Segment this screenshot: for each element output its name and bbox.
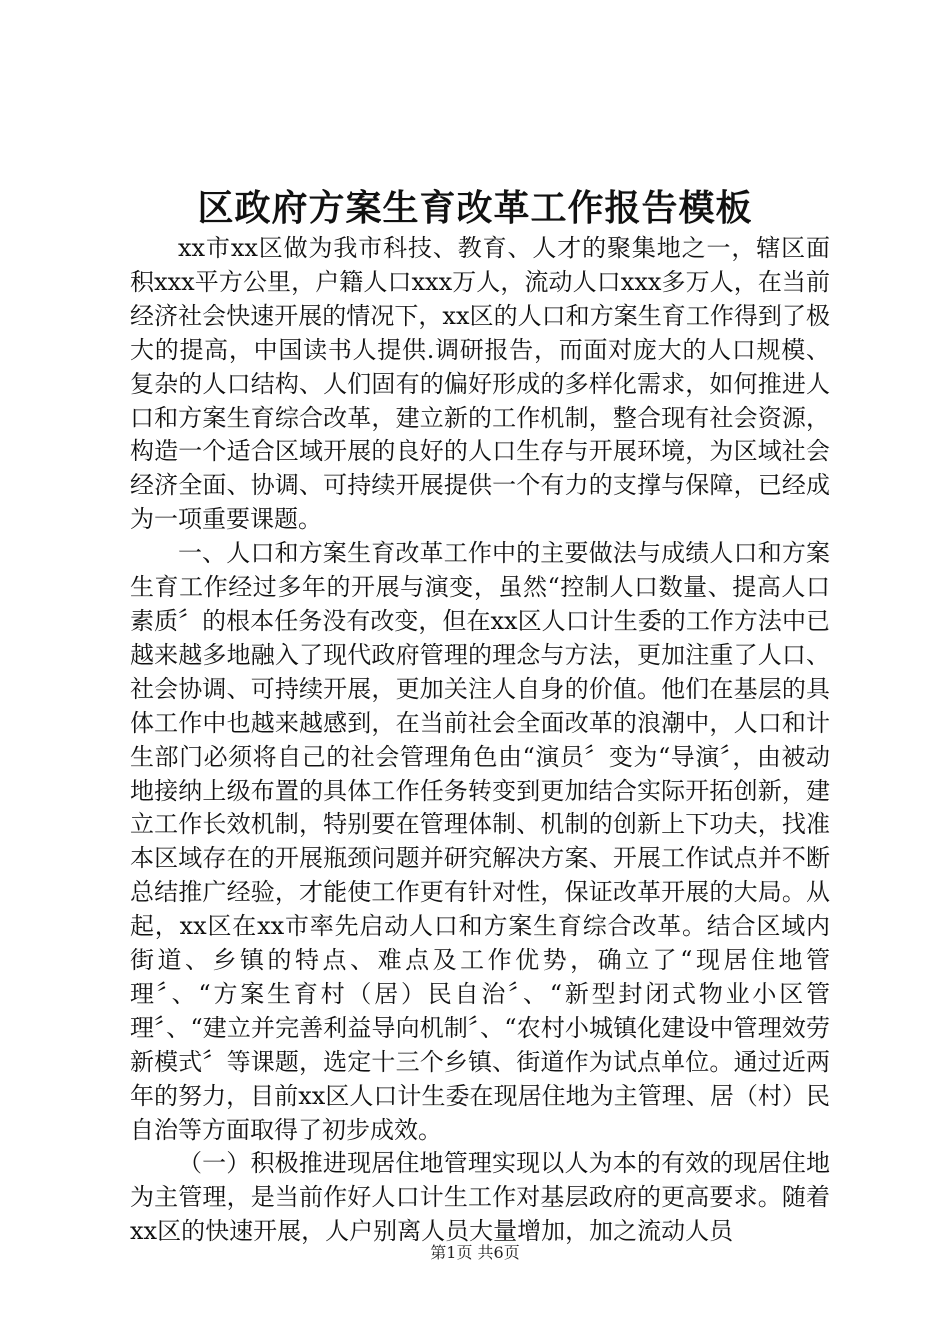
- paragraph-intro: xx市xx区做为我市科技、教育、人才的聚集地之一，辖区面积xxx平方公里，户籍人口xxx万人，流动人口xxx多万人，在当前经济社会快速开展的情况下，xx区的人口和方案生育工作得到了极大的提高，中国读书人提供.调研报告，而面对庞大的人口规模、复杂的人口结构、人们固有的偏好形成的多样化需求，如何推进人口和方案生育综合改革，建立新的工作机制，整合现有社会资源，构造一个适合区域开展的良好的人口生存与开展环境，为区域社会经济全面、协调、可持续开展提供一个有力的支撑与保障，已经成为一项重要课题。: [130, 234, 830, 534]
- document-title: 区政府方案生育改革工作报告模板: [197, 187, 753, 229]
- page-number-footer: 第1页 共6页: [430, 1243, 520, 1262]
- document-body: [130, 232, 830, 1249]
- paragraph-section-one: 一、人口和方案生育改革工作中的主要做法与成绩人口和方案生育工作经过多年的开展与演变，虽然“控制人口数量、提高人口素质〞的根本任务没有改变，但在xx区人口计生委的工作方法中已越来越多地融入了现代政府管理的理念与方法，更加注重了人口、社会协调、可持续开展，更加关注人自身的价值。他们在基层的具体工作中也越来越感到，在当前社会全面改革的浪潮中，人口和计生部门必须将自己的社会管理角色由“演员〞变为“导演〞，由被动地接纳上级布置的具体工作任务转变到更加结合实际开拓创新，建立工作长效机制，特别要在管理体制、机制的创新上下功夫，找准本区域存在的开展瓶颈问题并研究解决方案、开展工作试点并不断总结推广经验，才能使工作更有针对性，保证改革开展的大局。从起，xx区在xx市率先启动人口和方案生育综合改革。结合区域内街道、乡镇的特点、难点及工作优势，确立了“现居住地管理〞、“方案生育村（居）民自治〞、“新型封闭式物业小区管理〞、“建立并完善利益导向机制〞、“农村小城镇化建设中管理效劳新模式〞等课题，选定十三个乡镇、街道作为试点单位。通过近两年的努力，目前xx区人口计生委在现居住地为主管理、居（村）民自治等方面取得了初步成效。: [130, 539, 830, 1144]
- paragraph-subsection-one: （一）积极推进现居住地管理实现以人为本的有效的现居住地为主管理，是当前作好人口计生工作对基层政府的更高要求。随着xx区的快速开展，人户别离人员大量增加，加之流动人员: [130, 1149, 830, 1246]
